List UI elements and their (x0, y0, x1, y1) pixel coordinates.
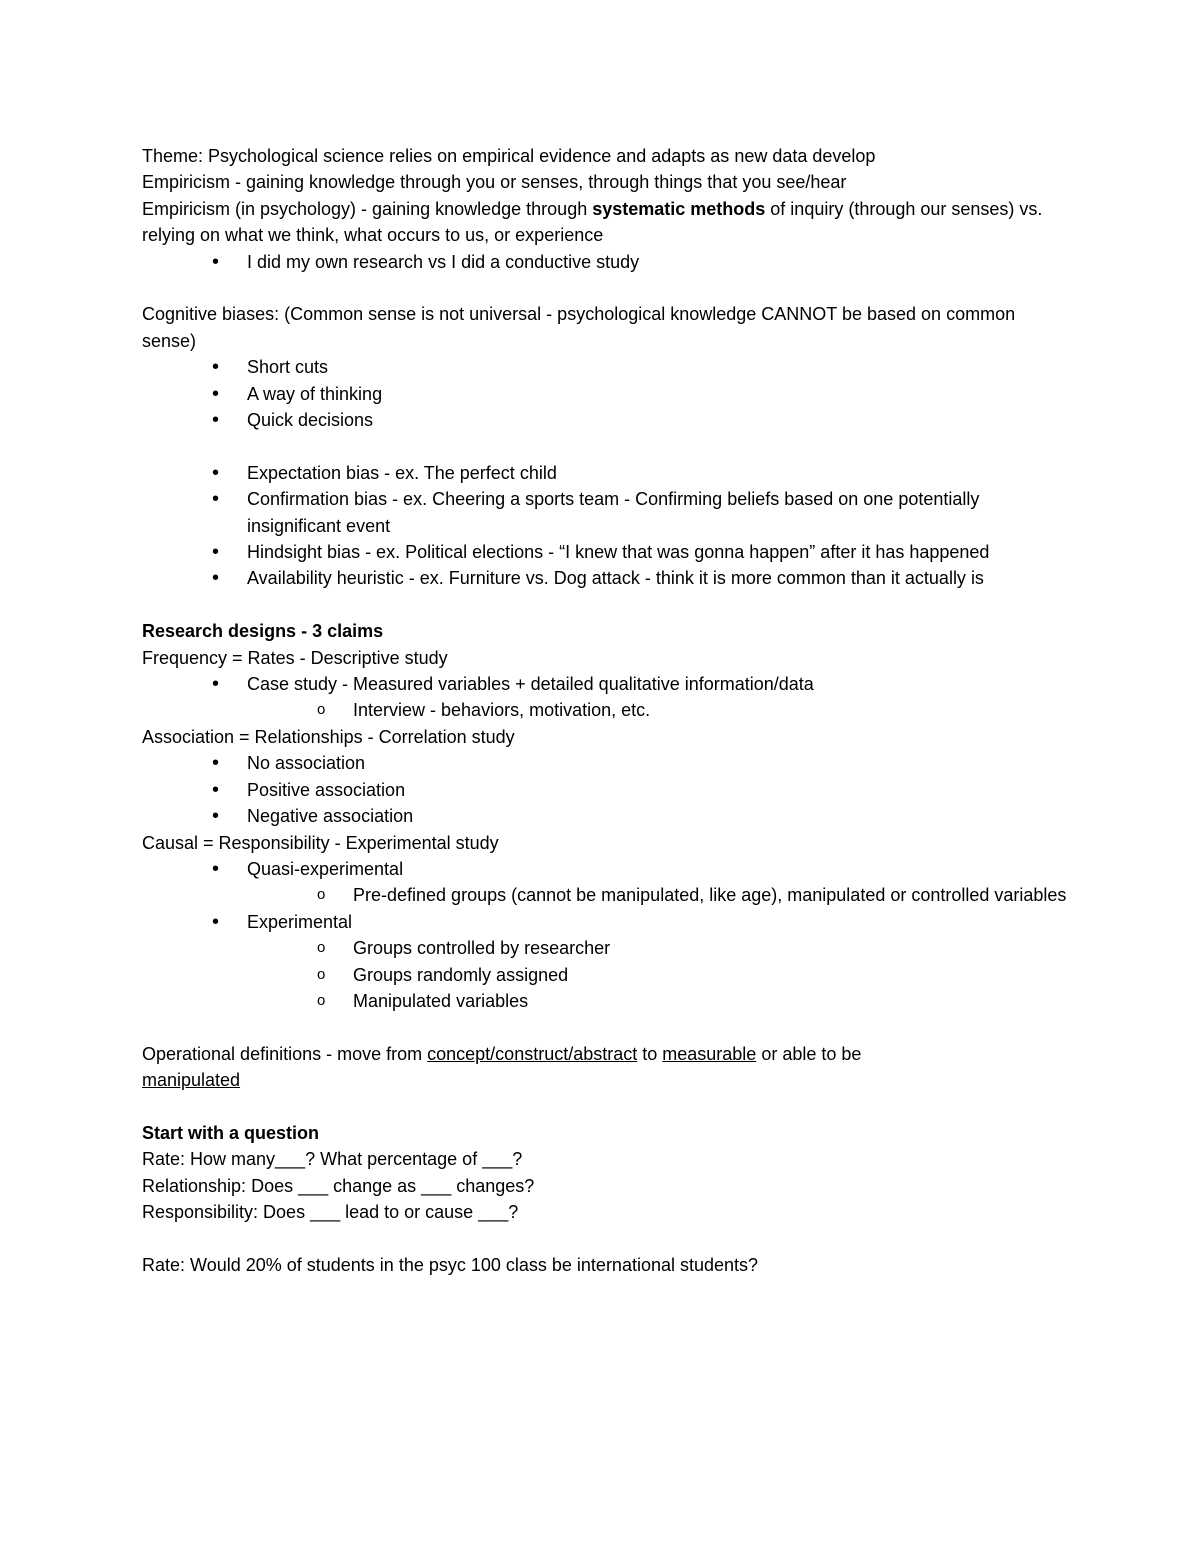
frequency-label: Frequency = Rates - Descriptive study (142, 647, 448, 668)
start-with-question-heading: Start with a question (142, 1122, 320, 1143)
operational-mid-2: or able to be (756, 1043, 862, 1064)
list-item: • Short cuts (142, 354, 1072, 380)
measurable-term: measurable (662, 1043, 757, 1064)
question-relationship: Relationship: Does ___ change as ___ changes? (142, 1175, 535, 1196)
list-item: • Hindsight bias - ex. Political elections - “I knew that was gonna happen” after it has happened (142, 539, 1072, 565)
causal-quasi-list (142, 856, 1072, 882)
list-item: • Negative association (142, 803, 1072, 829)
systematic-methods-term: systematic methods (592, 198, 766, 219)
spacer (142, 1094, 1072, 1120)
spacer (142, 1226, 1072, 1252)
question-responsibility: Responsibility: Does ___ lead to or cause ___? (142, 1202, 519, 1223)
operational-definitions (142, 1041, 932, 1094)
causal-quasi-sublist (142, 882, 1072, 908)
list-item: • Expectation bias - ex. The perfect child (142, 460, 1072, 486)
association-label: Association = Relationships - Correlation study (142, 726, 515, 747)
list-item: • Quick decisions (142, 407, 1072, 433)
empiricism-prefix: Empiricism (in psychology) - gaining knowledge through (142, 198, 593, 219)
spacer (142, 592, 1072, 618)
empiricism-bullet-list (142, 249, 1072, 275)
list-item: • No association (142, 750, 1072, 776)
question-rate: Rate: How many___? What percentage of ___? (142, 1149, 523, 1170)
association-list (142, 750, 1072, 829)
list-item: • I did my own research vs I did a conductive study (142, 249, 1072, 275)
list-item: • Positive association (142, 777, 1072, 803)
list-item: • Quasi-experimental (142, 856, 1072, 882)
causal-experimental-sublist (142, 935, 1072, 1014)
list-item: • A way of thinking (142, 381, 1072, 407)
sub-list-item: o Interview - behaviors, motivation, etc. (142, 697, 1072, 723)
cognitive-biases-intro: Cognitive biases: (Common sense is not universal - psychological knowledge CANNOT be based on common sense) (142, 304, 1016, 351)
notes-body (142, 143, 1072, 1278)
spacer (142, 433, 1072, 459)
operational-prefix: Operational definitions - move from (142, 1043, 428, 1064)
bias-types-list (142, 460, 1072, 592)
empiricism-definition: Empiricism - gaining knowledge through you or senses, through things that you see/hear (142, 172, 847, 193)
frequency-sublist (142, 697, 1072, 723)
bias-traits-list (142, 354, 1072, 433)
research-designs-heading: Research designs - 3 claims (142, 621, 384, 642)
list-item: • Case study - Measured variables + detailed qualitative information/data (142, 671, 1072, 697)
empiricism-suffix: of inquiry (through our senses) vs. relying on what we think, what occurs to us, or experience (142, 198, 1043, 246)
empiricism-psychology-definition (142, 196, 1072, 249)
list-item: • Confirmation bias - ex. Cheering a sports team - Confirming beliefs based on one potentially insignificant event (142, 486, 1072, 539)
frequency-list (142, 671, 1072, 697)
list-item: • Availability heuristic - ex. Furniture vs. Dog attack - think it is more common than it actually is (142, 565, 1072, 591)
sub-list-item: o Groups controlled by researcher (142, 935, 1072, 961)
sub-list-item: o Manipulated variables (142, 988, 1072, 1014)
list-item: • Experimental (142, 909, 1072, 935)
theme-line: Theme: Psychological science relies on empirical evidence and adapts as new data develop (142, 146, 876, 166)
rate-example: Rate: Would 20% of students in the psyc 100 class be international students? (142, 1254, 759, 1275)
spacer (142, 275, 1072, 301)
operational-mid-1: to (637, 1043, 663, 1064)
manipulated-term: manipulated (142, 1070, 241, 1091)
concept-term: concept/construct/abstract (427, 1043, 638, 1064)
sub-list-item: o Pre-defined groups (cannot be manipulated, like age), manipulated or controlled variables (142, 882, 1072, 908)
causal-experimental-list (142, 909, 1072, 935)
causal-label: Causal = Responsibility - Experimental study (142, 832, 499, 853)
sub-list-item: o Groups randomly assigned (142, 962, 1072, 988)
spacer (142, 1014, 1072, 1040)
